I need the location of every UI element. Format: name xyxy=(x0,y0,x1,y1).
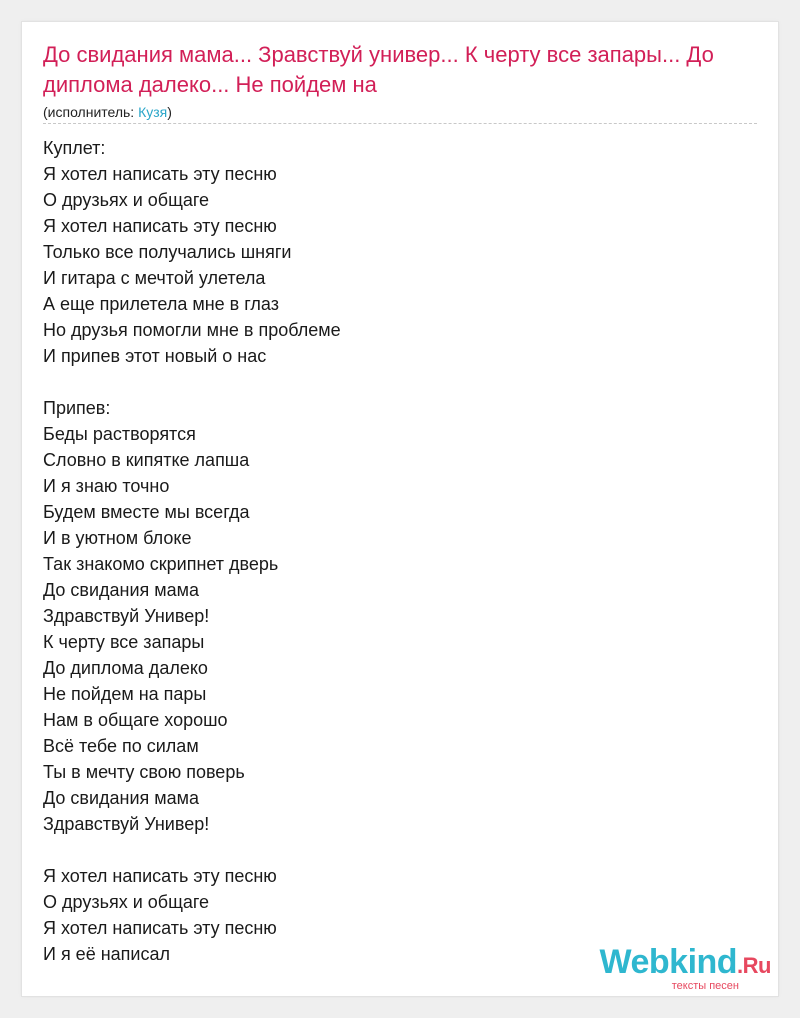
lyric-line: А еще прилетела мне в глаз xyxy=(43,294,279,314)
lyric-line: Здравствуй Универ! xyxy=(43,606,210,626)
lyric-line: Но друзья помогли мне в проблеме xyxy=(43,320,341,340)
lyric-line: И гитара с мечтой улетела xyxy=(43,268,266,288)
lyric-line: До диплома далеко xyxy=(43,658,208,678)
lyric-line: Я хотел написать эту песню xyxy=(43,216,277,236)
artist-suffix: ) xyxy=(167,104,172,120)
lyric-line: Я хотел написать эту песню xyxy=(43,918,277,938)
lyric-line: Я хотел написать эту песню xyxy=(43,164,277,184)
lyric-line: Нам в общаге хорошо xyxy=(43,710,228,730)
lyric-line: До свидания мама xyxy=(43,788,200,808)
lyric-line: Так знакомо скрипнет дверь xyxy=(43,554,279,574)
lyric-line: Будем вместе мы всегда xyxy=(43,502,250,522)
lyric-line: К черту все запары xyxy=(43,632,205,652)
lyric-line: Только все получались шняги xyxy=(43,242,292,262)
lyric-line: Припев: xyxy=(43,398,111,418)
logo-tld: .Ru xyxy=(737,953,771,978)
lyric-line: И в уютном блоке xyxy=(43,528,192,548)
lyrics-page xyxy=(22,22,778,996)
logo-name: Webkind xyxy=(599,943,738,981)
song-title: До свидания мама... Зравствуй универ... К черту все запары... До диплома далеко... Не пойдем на xyxy=(43,42,714,97)
lyric-line: Беды растворятся xyxy=(43,424,196,444)
lyric-line: Не пойдем на пары xyxy=(43,684,207,704)
lyric-line: И я знаю точно xyxy=(43,476,170,496)
logo-tagline: тексты песен xyxy=(671,980,739,992)
artist-prefix: (исполнитель: xyxy=(43,104,139,120)
divider xyxy=(43,123,757,124)
lyric-line: Я хотел написать эту песню xyxy=(43,866,277,886)
lyric-line xyxy=(43,837,341,863)
lyric-line: О друзьях и общаге xyxy=(43,892,210,912)
artist-link[interactable]: Кузя xyxy=(138,104,168,120)
lyric-line xyxy=(43,369,341,395)
webkind-logo[interactable] xyxy=(600,944,772,992)
lyric-line: И я её написал xyxy=(43,944,170,964)
lyric-line: Ты в мечту свою поверь xyxy=(43,762,245,782)
lyric-line: Словно в кипятке лапша xyxy=(43,450,250,470)
lyric-line: До свидания мама xyxy=(43,580,200,600)
lyrics-text xyxy=(43,135,341,967)
lyric-line: Куплет: xyxy=(43,138,106,158)
lyric-line: О друзьях и общаге xyxy=(43,190,210,210)
lyric-line: Здравствуй Универ! xyxy=(43,814,210,834)
lyric-line: И припев этот новый о нас xyxy=(43,346,267,366)
lyric-line: Всё тебе по силам xyxy=(43,736,199,756)
artist-line xyxy=(43,102,172,122)
